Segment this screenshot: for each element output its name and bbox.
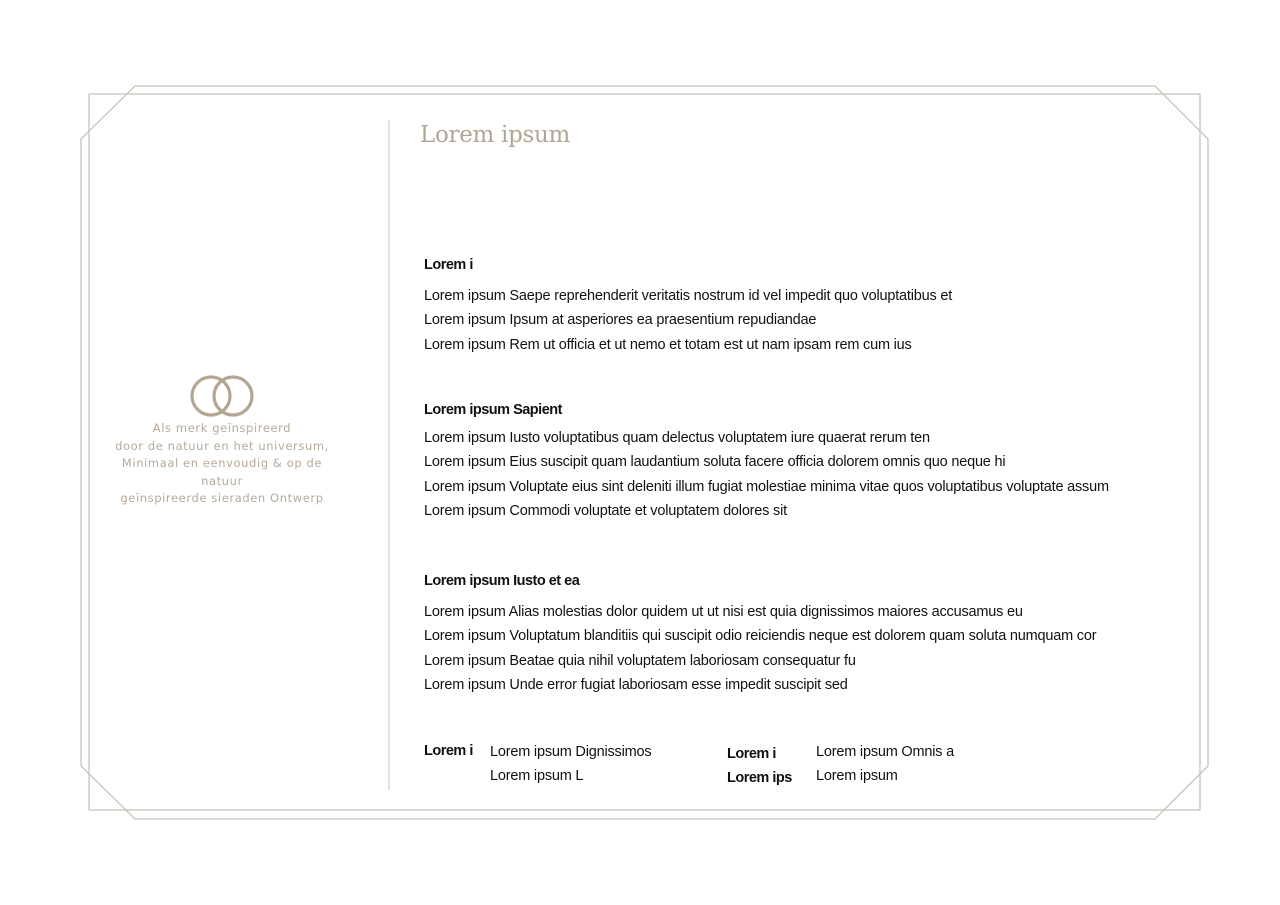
section-line: Lorem ipsum Ipsum at asperiores ea praesentium repudiandae bbox=[424, 312, 817, 329]
section-line: Lorem ipsum Voluptatum blanditiis qui suscipit odio reiciendis neque est dolorem quam soluta numquam cor bbox=[424, 628, 1097, 645]
footer-left-label bbox=[424, 739, 473, 763]
content-section bbox=[424, 255, 1214, 357]
section-line: Lorem ipsum Commodi voluptate et voluptatem dolores sit bbox=[424, 502, 787, 519]
page-title: Lorem ipsum bbox=[420, 122, 571, 148]
section-line: Lorem ipsum Alias molestias dolor quidem ut ut nisi est quia dignissimos maiores accusamus eu bbox=[424, 604, 1023, 620]
footer-value: Lorem ipsum Omnis a bbox=[816, 744, 955, 760]
section-heading: Lorem ipsum Iusto et ea bbox=[424, 573, 580, 589]
footer-right-values bbox=[816, 740, 954, 789]
footer-value: Lorem ipsum L bbox=[490, 768, 584, 785]
section-line: Lorem ipsum Voluptate eius sint deleniti illum fugiat molestiae minima vitae quos voluptatibus voluptate assum bbox=[424, 478, 1109, 495]
footer-value: Lorem ipsum bbox=[816, 768, 898, 785]
footer-right-labels bbox=[727, 742, 792, 791]
footer-label: Lorem ips bbox=[727, 770, 792, 787]
section-line: Lorem ipsum Iusto voluptatibus quam delectus voluptatem iure quaerat rerum ten bbox=[424, 430, 930, 446]
tagline-line: geïnspireerde sieraden Ontwerp bbox=[120, 491, 324, 505]
footer-label: Lorem i bbox=[424, 743, 473, 759]
section-body bbox=[424, 284, 1214, 357]
section-line: Lorem ipsum Saepe reprehenderit veritatis nostrum id vel impedit quo voluptatibus et bbox=[424, 288, 953, 304]
content-section bbox=[424, 571, 1214, 697]
interlocking-rings-icon bbox=[186, 372, 258, 418]
section-line: Lorem ipsum Eius suscipit quam laudantium soluta facere officia dolorem omnis quo neque hi bbox=[424, 454, 1006, 471]
brand-panel bbox=[100, 372, 344, 508]
tagline-line: door de natuur en het universum, bbox=[115, 438, 329, 453]
section-heading: Lorem ipsum Sapient bbox=[424, 402, 562, 418]
footer-value: Lorem ipsum Dignissimos bbox=[490, 744, 652, 760]
tagline-line: Minimaal en eenvoudig & op de bbox=[121, 456, 323, 470]
tagline-line: natuur bbox=[201, 473, 243, 488]
footer-left-values bbox=[490, 740, 651, 789]
content-section bbox=[424, 400, 1214, 523]
section-line: Lorem ipsum Beatae quia nihil voluptatem laboriosam consequatur fu bbox=[424, 652, 856, 669]
section-line: Lorem ipsum Unde error fugiat laboriosam esse impedit suscipit sed bbox=[424, 676, 848, 693]
vertical-divider bbox=[388, 120, 390, 790]
tagline-line: Als merk geïnspireerd bbox=[152, 421, 292, 435]
section-body bbox=[424, 600, 1214, 697]
section-heading: Lorem i bbox=[424, 257, 473, 273]
section-body bbox=[424, 426, 1214, 523]
section-line: Lorem ipsum Rem ut officia et ut nemo et totam est ut nam ipsam rem cum ius bbox=[424, 336, 912, 353]
brand-tagline bbox=[100, 420, 344, 508]
footer-label: Lorem i bbox=[727, 746, 776, 762]
